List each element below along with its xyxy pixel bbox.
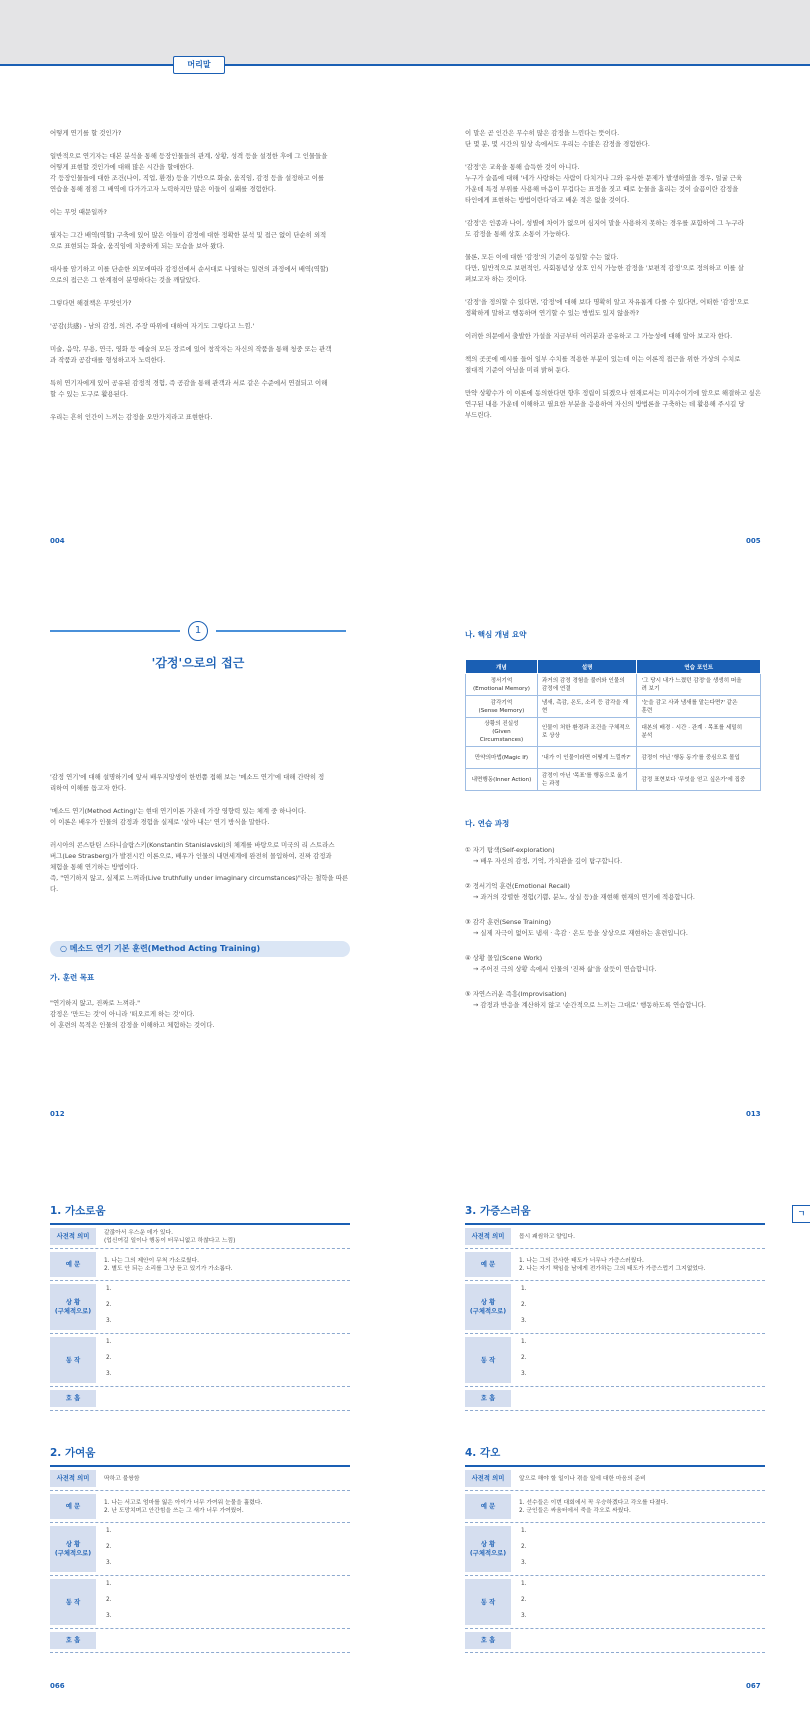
card-label-example: 예 문 bbox=[465, 1252, 511, 1277]
table-cell: '내가 이 인물이라면 어떻게 느낄까?' bbox=[537, 747, 637, 769]
word-card-title: 4. 각오 bbox=[465, 1447, 501, 1459]
preface-left-column bbox=[50, 128, 355, 435]
blank-line-number: 2. bbox=[521, 1302, 527, 1308]
text-line: 어떻게 연기를 할 것인가? bbox=[50, 129, 122, 137]
blank-line-number: 2. bbox=[521, 1597, 527, 1603]
text-line: '공감(共感) - 남의 감정, 의견, 주장 따위에 대하여 자기도 그렇다고 느낌.' bbox=[50, 322, 255, 330]
card-label-action: 동 작 bbox=[465, 1579, 511, 1625]
text-line: 버그(Lee Strasberg)가 발전시킨 이론으로, 배우가 인물의 내면세계에 완전히 몰입하여, 진짜 감정과 bbox=[50, 852, 332, 860]
paragraph bbox=[50, 344, 355, 366]
word-card bbox=[465, 1445, 765, 1653]
text-line: 러시아의 콘스탄틴 스타니슬랍스키(Konstantin Stanislavski)의 체계를 바탕으로 미국의 리 스트라스 bbox=[50, 841, 335, 849]
card-value-dict: 몹시 괘씸하고 얄밉다. bbox=[519, 1233, 575, 1240]
text-line: '감정'은 인종과 나이, 성별에 차이가 없으며 심지어 말을 사용하지 못하는 경우를 포함하여 그 누구라 bbox=[465, 219, 744, 227]
table-cell: 대본의 배경 · 시간 · 관계 · 목표를 세밀히 분석 bbox=[637, 718, 761, 747]
blank-line-number: 1. bbox=[521, 1286, 527, 1292]
practice-step bbox=[465, 881, 770, 903]
text-line: 일반적으로 연기자는 대본 분석을 통해 등장인물들의 관계, 상황, 성격 등을 설정한 후에 그 인물들을 bbox=[50, 152, 328, 160]
table-row bbox=[466, 674, 761, 696]
text-line: 그렇다면 해결책은 무엇인가? bbox=[50, 299, 132, 307]
text-line: 누구가 슬픔에 대해 '네가 사랑하는 사람이 다치거나 그와 유사한 문제가 발생하였을 경우, 얼굴 근육 bbox=[465, 174, 743, 182]
paragraph bbox=[50, 128, 355, 139]
text-line: 으로의 접근은 그 한계점이 분명하다는 것을 깨달았다. bbox=[50, 276, 201, 284]
card-row-example bbox=[465, 1491, 765, 1523]
blank-line-number: 1. bbox=[521, 1528, 527, 1534]
card-value-example: 1. 나는 그의 제안이 무척 가소로웠다. 2. 별도 안 되는 소리를 그냥 듣고 있기가 가소롭다. bbox=[104, 1257, 233, 1272]
paragraph bbox=[465, 162, 770, 206]
step-desc: → 과거의 강렬한 경험(기쁨, 분노, 상실 등)을 재현해 현재의 연기에 적용합니다. bbox=[473, 893, 695, 901]
card-label-breath: 호 흡 bbox=[50, 1390, 96, 1407]
text-line: 체험을 통해 연기하는 방법이다. bbox=[50, 863, 139, 871]
blank-line-number: 3. bbox=[521, 1613, 527, 1619]
paragraph bbox=[465, 297, 770, 319]
step-title: ③ 감각 훈련(Sense Training) bbox=[465, 918, 552, 926]
paragraph bbox=[50, 840, 350, 895]
paragraph bbox=[50, 412, 355, 423]
card-label-breath: 호 흡 bbox=[465, 1632, 511, 1649]
card-row-breath bbox=[465, 1629, 765, 1653]
blank-line-number: 3. bbox=[106, 1371, 112, 1377]
card-row-action bbox=[50, 1576, 350, 1629]
table-header: 개념 bbox=[466, 660, 538, 674]
paragraph bbox=[465, 354, 770, 376]
text-line: 리하여 이해를 돕고자 한다. bbox=[50, 784, 127, 792]
table-row bbox=[466, 718, 761, 747]
card-row-breath bbox=[50, 1629, 350, 1653]
text-line: '감정 연기'에 대해 설명하기에 앞서 배우지망생이 한번쯤 접해 보는 '메소드 연기'에 대해 간략히 정 bbox=[50, 773, 325, 781]
page-number: 067 bbox=[746, 1682, 761, 1690]
text-line: '감정'을 정의할 수 있다면, '감정'에 대해 보다 명확히 알고 자유롭게 다룰 수 있다면, 어떠한 '감정'으로 bbox=[465, 298, 749, 306]
step-title: ⑤ 자연스러운 즉흥(Improvisation) bbox=[465, 990, 567, 998]
blank-line-number: 2. bbox=[106, 1355, 112, 1361]
table-cell: 내면행동(Inner Action) bbox=[466, 769, 538, 791]
card-label-situation: 상 황 (구체적으로) bbox=[50, 1284, 96, 1330]
card-row-dict bbox=[50, 1225, 350, 1249]
text-line: 어떻게 표현할 것인가에 대해 많은 시간을 할애한다. bbox=[50, 163, 194, 171]
card-value-dict: 앞으로 해야 할 일이나 겪을 일에 대한 마음의 준비 bbox=[519, 1475, 646, 1482]
text-line: 특히 연기자에게 있어 공유된 감정적 경험, 즉 공감을 통해 관객과 서로 같은 수준에서 연결되고 이해 bbox=[50, 379, 328, 387]
practice-step bbox=[465, 845, 770, 867]
paragraph bbox=[465, 128, 770, 150]
card-row-situation bbox=[465, 1523, 765, 1576]
text-line: 절대적 기준이 아님을 미리 밝혀 둔다. bbox=[465, 366, 570, 374]
card-label-example: 예 문 bbox=[50, 1252, 96, 1277]
blank-line-number: 3. bbox=[521, 1560, 527, 1566]
text-line: 각 등장인물들에 대한 조건(나이, 직업, 환경) 등을 기반으로 화술, 움직임, 감정 등을 설정하고 이를 bbox=[50, 174, 325, 182]
chapter-intro-text bbox=[50, 772, 350, 907]
paragraph bbox=[465, 218, 770, 240]
table-cell: 감정 표현보다 '무엇을 얻고 싶은가'에 집중 bbox=[637, 769, 761, 791]
practice-step bbox=[465, 989, 770, 1011]
word-card bbox=[50, 1203, 350, 1411]
word-card-title: 1. 가소로움 bbox=[50, 1205, 106, 1217]
step-desc: → 실제 자극이 없어도 냄새 · 촉감 · 온도 등을 상상으로 재현하는 훈련입니다. bbox=[473, 929, 688, 937]
table-cell: 정서기억 (Emotional Memory) bbox=[466, 674, 538, 696]
card-value-example: 1. 나는 서고로 엄마를 잃은 아이가 너무 가여워 눈물을 흘렸다. 2. 난 도망치며고 안간힘을 쓰는 그 새가 너무 가여웠어. bbox=[104, 1499, 263, 1514]
blank-line-number: 1. bbox=[106, 1286, 112, 1292]
card-value-example: 1. 나는 그의 간사한 태도가 너무나 가증스러웠다. 2. 나는 자기 책임을 남에게 전가하는 그의 태도가 가증스럽기 그지없었다. bbox=[519, 1257, 706, 1272]
training-goal-text bbox=[50, 998, 350, 1031]
text-line: 부드린다. bbox=[465, 411, 492, 419]
card-row-dict bbox=[465, 1467, 765, 1491]
card-label-dict: 사전적 의미 bbox=[465, 1228, 511, 1245]
table-cell: 감정이 아닌 '목표'를 행동으로 옮기 는 과정 bbox=[537, 769, 637, 791]
card-label-situation: 상 황 (구체적으로) bbox=[50, 1526, 96, 1572]
word-card bbox=[50, 1445, 350, 1653]
paragraph bbox=[465, 388, 770, 421]
page-number: 005 bbox=[746, 537, 761, 545]
index-side-tab: ㄱ bbox=[792, 1205, 810, 1223]
text-line: 책의 곳곳에 예시를 들어 일부 수치를 적용한 부분이 있는데 이는 이론적 접근을 위한 가상의 수치로 bbox=[465, 355, 741, 363]
word-card bbox=[465, 1203, 765, 1411]
blank-line-number: 3. bbox=[521, 1318, 527, 1324]
text-line: 물론, 모든 이에 대한 '감정'의 기준이 동일할 수는 없다. bbox=[465, 253, 619, 261]
text-line: 만약 상황수가 이 이론에 동의한다면 향후 정립이 되겠으나 현재로서는 미지수이기에 앞으로 해결하고 싶은 bbox=[465, 389, 762, 397]
card-row-example bbox=[465, 1249, 765, 1281]
card-row-example bbox=[50, 1491, 350, 1523]
page-number: 013 bbox=[746, 1110, 761, 1118]
paragraph bbox=[50, 321, 355, 332]
subhead-practice-process: 다. 연습 과정 bbox=[465, 819, 510, 828]
table-cell: 상황의 진실성 (Given Circumstances) bbox=[466, 718, 538, 747]
blank-line-number: 3. bbox=[521, 1371, 527, 1377]
preface-right-column bbox=[465, 128, 770, 433]
page-number: 004 bbox=[50, 537, 65, 545]
chapter-title: '감정'으로의 접근 bbox=[151, 656, 245, 670]
text-line: 이러한 의문에서 출발한 가설을 지금부터 여러분과 공유하고 그 가능성에 대해 알아 보고자 한다. bbox=[465, 332, 733, 340]
blank-line-number: 1. bbox=[106, 1581, 112, 1587]
card-label-example: 예 문 bbox=[465, 1494, 511, 1519]
card-label-breath: 호 흡 bbox=[465, 1390, 511, 1407]
table-row bbox=[466, 747, 761, 769]
blank-line-number: 3. bbox=[106, 1318, 112, 1324]
text-line: 이는 무엇 때문일까? bbox=[50, 208, 107, 216]
header-rule bbox=[0, 64, 810, 66]
text-line: 도 감정을 통해 상호 소통이 가능하다. bbox=[465, 230, 570, 238]
paragraph bbox=[50, 378, 355, 400]
text-line: 할 수 있는 도구로 활용된다. bbox=[50, 390, 129, 398]
paragraph bbox=[50, 230, 355, 252]
text-line: 미술, 음악, 무용, 연극, 영화 등 예술의 모든 장르에 있어 창작자는 자신의 작품을 통해 청중 또는 관객 bbox=[50, 345, 332, 353]
card-row-dict bbox=[465, 1225, 765, 1249]
blank-line-number: 2. bbox=[106, 1544, 112, 1550]
card-label-situation: 상 황 (구체적으로) bbox=[465, 1526, 511, 1572]
text-line: "연기하지 않고, 진짜로 느껴라." bbox=[50, 999, 141, 1007]
text-line: 가운데 특정 부위를 사용해 마음이 무겁다는 표정을 짓고 때로 눈물을 흘리는 것이 슬픔이란 감정을 bbox=[465, 185, 739, 193]
step-desc: → 배우 자신의 감정, 기억, 가치관을 깊이 탐구합니다. bbox=[473, 857, 623, 865]
card-row-situation bbox=[465, 1281, 765, 1334]
card-label-action: 동 작 bbox=[50, 1337, 96, 1383]
text-line: 대사를 암기하고 이를 단순한 외모에따라 감정선에서 순서대로 나열하는 일련의 과정에서 배역(역할) bbox=[50, 265, 329, 273]
text-line: 정확하게 말하고 행동하며 연기할 수 있는 방법도 있지 않을까? bbox=[465, 309, 639, 317]
blank-line-number: 2. bbox=[106, 1302, 112, 1308]
card-label-dict: 사전적 의미 bbox=[50, 1228, 96, 1245]
card-label-action: 동 작 bbox=[50, 1579, 96, 1625]
card-value-dict: 딱하고 불쌍함 bbox=[104, 1475, 140, 1482]
step-title: ① 자기 탐색(Self-exploration) bbox=[465, 846, 555, 854]
text-line: 으로 표현되는 화술, 움직임에 치중하게 되는 모습을 보아 왔다. bbox=[50, 242, 225, 250]
step-title: ② 정서기억 훈련(Emotional Recall) bbox=[465, 882, 571, 890]
table-cell: 감각기억 (Sense Memory) bbox=[466, 696, 538, 718]
text-line: 단 몇 분, 몇 시간의 일상 속에서도 우리는 수많은 감정을 경험한다. bbox=[465, 140, 650, 148]
section-pill-method-acting: ○ 메소드 연기 기본 훈련(Method Acting Training) bbox=[50, 941, 350, 957]
step-title: ④ 상황 몰입(Scene Work) bbox=[465, 954, 543, 962]
card-label-dict: 사전적 의미 bbox=[465, 1470, 511, 1487]
blank-line-number: 3. bbox=[106, 1613, 112, 1619]
card-row-example bbox=[50, 1249, 350, 1281]
text-line: 연습을 통해 점점 그 배역에 다가가고자 노력하지만 많은 이들이 실패를 경험한다. bbox=[50, 185, 277, 193]
card-row-dict bbox=[50, 1467, 350, 1491]
card-row-situation bbox=[50, 1523, 350, 1576]
chapter-number-badge: 1 bbox=[188, 621, 208, 641]
blank-line-number: 2. bbox=[521, 1544, 527, 1550]
text-line: 타인에게 표현하는 방법이란다'라고 배운 적은 없을 것이다. bbox=[465, 196, 630, 204]
chapter-rule-left bbox=[50, 630, 180, 632]
paragraph bbox=[50, 264, 355, 286]
word-card-title: 2. 가여움 bbox=[50, 1447, 96, 1459]
page-number: 012 bbox=[50, 1110, 65, 1118]
text-line: 펴보고자 하는 것이다. bbox=[465, 275, 527, 283]
table-cell: 과거의 감정 경험을 불러와 인물의 감정에 연결 bbox=[537, 674, 637, 696]
text-line: 우리는 흔히 인간이 느끼는 감정을 오만가지라고 표현한다. bbox=[50, 413, 213, 421]
card-value-dict: 같잖아서 우스운 데가 있다. (업신여길 일이나 행동이 터무니없고 하찮다고 느낌) bbox=[104, 1229, 236, 1244]
text-line: 즉, "연기하지 않고, 실제로 느껴라(Live truthfully under imaginary circumstances)"라는 철학을 따른다. bbox=[50, 874, 349, 893]
card-label-breath: 호 흡 bbox=[50, 1632, 96, 1649]
blank-line-number: 1. bbox=[106, 1339, 112, 1345]
step-desc: → 주어진 극의 상황 속에서 인물의 '진짜 삶'을 살듯이 연습합니다. bbox=[473, 965, 657, 973]
table-cell: 냄새, 촉감, 온도, 소리 등 감각을 재현 bbox=[537, 696, 637, 718]
step-desc: → 감정과 반응을 계산하지 않고 '순간적으로 느끼는 그대로' 행동하도록 연습합니다. bbox=[473, 1001, 706, 1009]
text-line: 이 이론은 배우가 인물의 감정과 경험을 실제로 '살아 내는' 연기 방식을 말한다. bbox=[50, 818, 270, 826]
paragraph bbox=[465, 252, 770, 285]
table-header: 연습 포인트 bbox=[637, 660, 761, 674]
text-line: 이 말은 곧 인간은 무수히 많은 감정을 느낀다는 뜻이다. bbox=[465, 129, 620, 137]
card-label-situation: 상 황 (구체적으로) bbox=[465, 1284, 511, 1330]
practice-steps bbox=[465, 845, 770, 1025]
paragraph bbox=[50, 772, 350, 794]
table-cell: 인물이 처한 환경과 조건을 구체적으 로 상상 bbox=[537, 718, 637, 747]
card-label-dict: 사전적 의미 bbox=[50, 1470, 96, 1487]
text-line: 과 작품과 공감대를 형성하고자 노력한다. bbox=[50, 356, 166, 364]
card-row-breath bbox=[50, 1387, 350, 1411]
practice-step bbox=[465, 953, 770, 975]
blank-line-number: 3. bbox=[106, 1560, 112, 1566]
card-row-breath bbox=[465, 1387, 765, 1411]
subhead-training-goal: 가. 훈련 목표 bbox=[50, 973, 95, 982]
top-header-band bbox=[0, 0, 810, 64]
blank-line-number: 2. bbox=[106, 1597, 112, 1603]
page-number: 066 bbox=[50, 1682, 65, 1690]
card-row-situation bbox=[50, 1281, 350, 1334]
subhead-key-concepts: 나. 핵심 개념 요약 bbox=[465, 630, 527, 639]
concept-summary-table bbox=[465, 659, 761, 791]
practice-step bbox=[465, 917, 770, 939]
text-line: 연구된 내용 가운데 이해하고 필요한 부분을 응용하여 자신의 방법론을 구축하는 데 활용해 주시길 당 bbox=[465, 400, 745, 408]
table-header: 설명 bbox=[537, 660, 637, 674]
table-cell: '그 당시 내가 느꼈던 감정'을 생생히 떠올 려 보기 bbox=[637, 674, 761, 696]
card-row-action bbox=[465, 1576, 765, 1629]
card-label-example: 예 문 bbox=[50, 1494, 96, 1519]
text-line: '메소드 연기(Method Acting)'는 현대 연기이론 가운데 가장 영향력 있는 체계 중 하나이다. bbox=[50, 807, 307, 815]
chapter-rule-right bbox=[216, 630, 346, 632]
text-line: '감정'은 교육을 통해 습득한 것이 아니다. bbox=[465, 163, 580, 171]
text-line: 필자는 그간 배역(역할) 구축에 있어 많은 이들이 감정에 대한 정확한 분석 및 접근 없이 단순히 외적 bbox=[50, 231, 327, 239]
table-cell: 만약의마법(Magic If) bbox=[466, 747, 538, 769]
table-cell: 감정이 아닌 '행동 동기'를 중심으로 몰입 bbox=[637, 747, 761, 769]
paragraph bbox=[50, 298, 355, 309]
table-row bbox=[466, 769, 761, 791]
text-line: 감정은 '만드는 것'이 아니라 '떠오르게 하는 것'이다. bbox=[50, 1010, 195, 1018]
table-cell: '눈을 감고 사과 냄새를 맡는다면?' 같은 훈련 bbox=[637, 696, 761, 718]
blank-line-number: 1. bbox=[106, 1528, 112, 1534]
text-line: 이 훈련의 목적은 인물의 감정을 이해하고 체험하는 것이다. bbox=[50, 1021, 215, 1029]
card-value-example: 1. 선수들은 이번 대회에서 꼭 우승하겠다고 각오를 다졌다. 2. 군인들은 싸움터에서 죽을 각오로 싸웠다. bbox=[519, 1499, 669, 1514]
text-line: 다만, 일반적으로 보편적인, 사회통념상 상호 인식 가능한 감정을 '보편적 감정'으로 정의하고 이를 살 bbox=[465, 264, 744, 272]
table-row bbox=[466, 696, 761, 718]
paragraph bbox=[50, 806, 350, 828]
blank-line-number: 2. bbox=[521, 1355, 527, 1361]
card-label-action: 동 작 bbox=[465, 1337, 511, 1383]
card-row-action bbox=[465, 1334, 765, 1387]
paragraph bbox=[50, 151, 355, 195]
paragraph bbox=[465, 331, 770, 342]
paragraph bbox=[50, 207, 355, 218]
preface-tab: 머리말 bbox=[173, 56, 225, 74]
blank-line-number: 1. bbox=[521, 1339, 527, 1345]
card-row-action bbox=[50, 1334, 350, 1387]
blank-line-number: 1. bbox=[521, 1581, 527, 1587]
word-card-title: 3. 가증스러움 bbox=[465, 1205, 531, 1217]
